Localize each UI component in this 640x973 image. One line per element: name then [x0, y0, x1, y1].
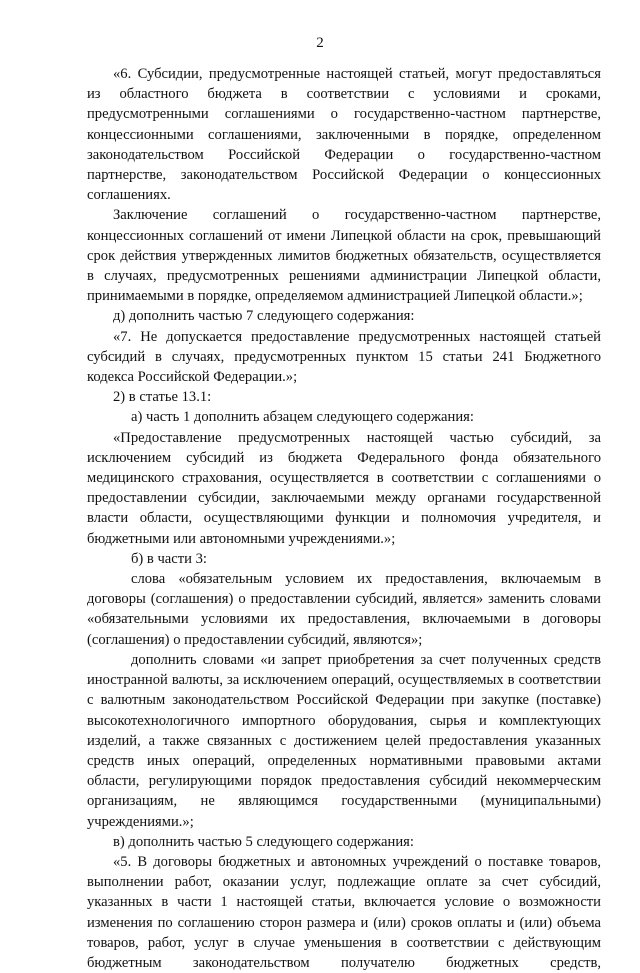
paragraph: б) в части 3:: [131, 550, 207, 567]
paragraph: «7. Не допускается предоставление предусмотренных настоящей статьей субсидий в случаях, предусмотренных пунктом 15 статьи 241 Бюджетного кодекса Российской Федерации.»;: [87, 328, 601, 386]
paragraph: «6. Субсидии, предусмотренные настоящей статьей, могут предоставляться из областного бюджета в соответствии с условиями и сроками, предусмотренными соглашениями о государственно-частном партнерстве, концессионными соглашениями, заключенными в порядке, определенном законодательством Российской Федерации о государственно-частном партнерстве, законодательством Российской Федерации о концессионных соглашениях.: [87, 66, 601, 204]
paragraph: «Предоставление предусмотренных настоящей частью субсидий, за исключением субсидий из бюджета Федерального фонда обязательного медицинского страхования, осуществляется в соответствии с соглашениями о предоставлении субсидии, заключаемыми между органами государственной власти области, осуществляющими функции и полномочия учредителя, и бюджетными или автономными учреждениями.»;: [87, 429, 601, 547]
page-number: 2: [316, 35, 324, 51]
paragraph: д) дополнить частью 7 следующего содержания:: [113, 308, 415, 325]
paragraph: дополнить словами «и запрет приобретения за счет полученных средств иностранной валюты, за исключением операций, осуществляемых в соответствии с валютным законодательством Российской Федерации при закупке (поставке) высокотехнологичного импортного оборудования, сырья и комплектующих изделий, а также связанных с достижением целей предоставления указанных средств иных операций, определенных нормативными правовыми актами области, регулирующими порядок предоставления субсидий некоммерческим организациям, не являющимся государственными (муниципальными) учреждениями.»;: [87, 651, 601, 830]
paragraph: Заключение соглашений о государственно-частном партнерстве, концессионных соглашений от имени Липецкой области на срок, превышающий срок действия утвержденных лимитов бюджетных обязательств, осуществляется в случаях, предусмотренных решениями администрации Липецкой области, принимаемыми в порядке, определяемом администрацией Липецкой области.»;: [87, 207, 601, 305]
paragraph: а) часть 1 дополнить абзацем следующего содержания:: [131, 409, 474, 426]
paragraph: слова «обязательным условием их предоставления, включаемым в договоры (соглашения) о предоставлении субсидий, является» заменить словами «обязательными условиями их предоставления, включаемыми в договоры (соглашения) о предоставлении субсидий, являются»;: [87, 571, 601, 648]
document-body: [87, 64, 601, 973]
paragraph: 2) в статье 13.1:: [113, 389, 212, 406]
paragraph: в) дополнить частью 5 следующего содержания:: [113, 833, 414, 850]
paragraph: «5. В договоры бюджетных и автономных учреждений о поставке товаров, выполнении работ, оказании услуг, подлежащие оплате за счет субсидий, указанных в части 1 настоящей статьи, включается условие о возможности изменения по соглашению сторон размера и (или) сроков оплаты и (или) объема товаров, работ, услуг в случае уменьшения в соответствии с действующим бюджетным законодательством получателю бюджетных средств,: [87, 853, 601, 971]
